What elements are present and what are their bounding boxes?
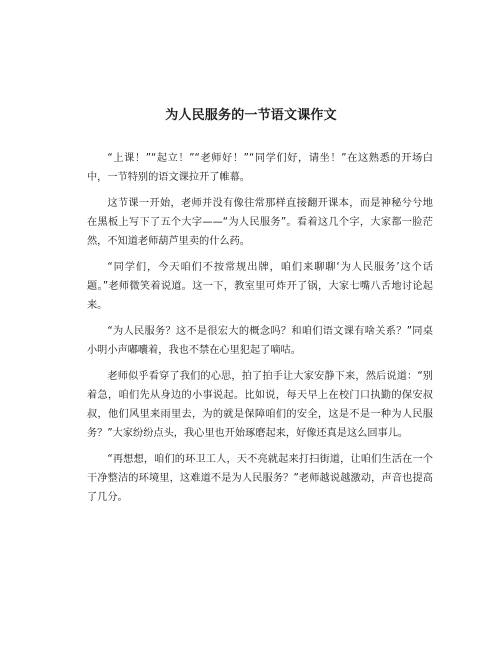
paragraph-5: 老师似乎看穿了我们的心思，拍了拍手让大家安静下来，然后说道：“别着急，咱们先从身边的小事说起。比如说，每天早上在校门口执勤的保安叔叔，他们风里来雨里去，为的就是保障咱们的安全，这是不是一种为人民服务？”大家纷纷点头，我心里也开始琢磨起来，好像还真是这么回事儿。 — [87, 371, 433, 439]
paragraph-6: “再想想，咱们的环卫工人，天不亮就起来打扫街道，让咱们生活在一个干净整洁的环境里，这难道不是为人民服务？”老师越说越激动，声音也提高了几分。 — [87, 454, 433, 503]
paragraph-1: “上课！”“起立！”“老师好！”“同学们好，请坐！”在这熟悉的开场白中，一节特别的语文课拉开了帷幕。 — [87, 153, 433, 183]
document-body — [87, 149, 433, 514]
paragraph-2: 这节课一开始，老师并没有像往常那样直接翻开课本，而是神秘兮兮地在黑板上写下了五个大字——“为人民服务”。看着这几个字，大家都一脸茫然，不知道老师葫芦里卖的什么药。 — [87, 198, 433, 247]
paragraph-3: “同学们，今天咱们不按常规出牌，咱们来聊聊‘为人民服务’这个话题。”老师微笑着说道。这一下，教室里可炸开了锅，大家七嘴八舌地讨论起来。 — [87, 262, 433, 311]
paragraph-4: “为人民服务？这不是很宏大的概念吗？和咱们语文课有啥关系？”同桌小明小声嘟囔着，我也不禁在心里犯起了嘀咕。 — [87, 326, 433, 356]
document-title: 为人民服务的一节语文课作文 — [165, 108, 337, 123]
